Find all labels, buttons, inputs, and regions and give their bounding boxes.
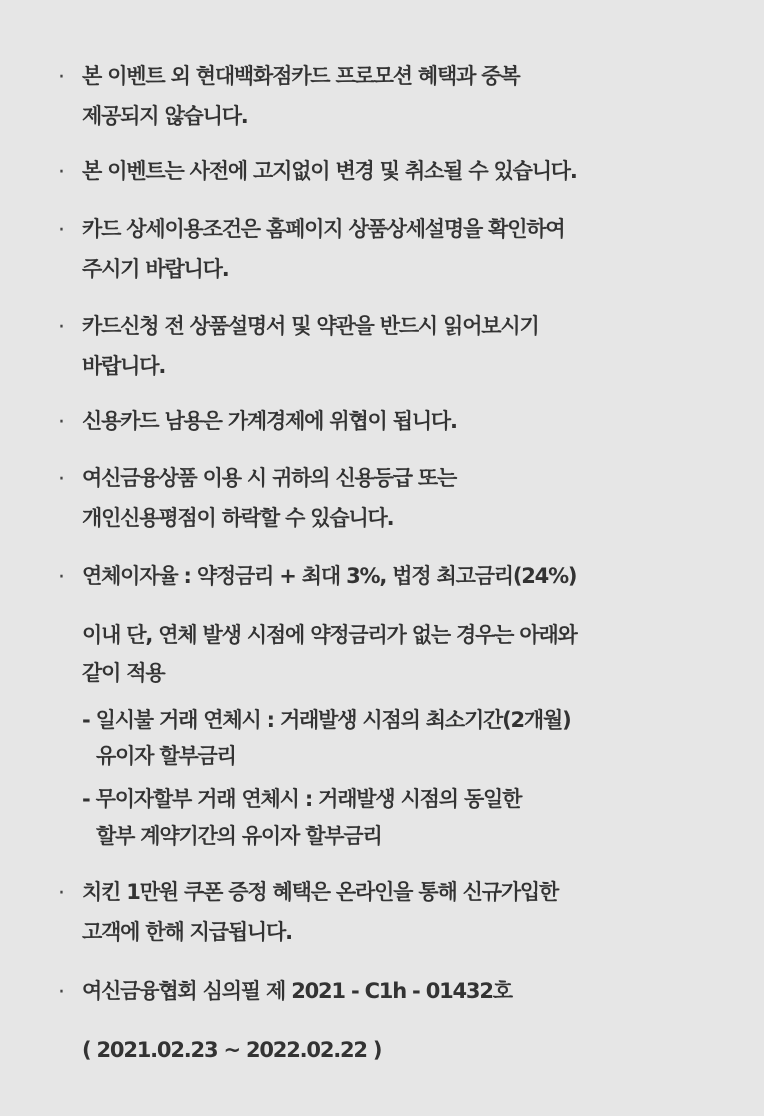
bullet: · [58, 410, 65, 435]
notice-text: 치킨 1만원 쿠폰 증정 혜택은 온라인을 통해 신규가입한 [82, 880, 559, 904]
bullet: · [58, 65, 65, 90]
notice-text: 바랍니다. [82, 354, 166, 378]
notice-text: 고객에 한해 지급됩니다. [82, 920, 292, 944]
notice-text: 본 이벤트는 사전에 고지없이 변경 및 취소될 수 있습니다. [82, 159, 577, 183]
notice-text: 제공되지 않습니다. [82, 104, 248, 128]
notice-text: 카드신청 전 상품설명서 및 약관을 반드시 읽어보시기 [82, 314, 539, 338]
notice-text: 여신금융상품 이용 시 귀하의 신용등급 또는 [82, 466, 457, 490]
bullet: · [58, 315, 65, 340]
subitem-text: - 무이자할부 거래 연체시 : 거래발생 시점의 동일한 [82, 787, 522, 811]
bullet: · [58, 160, 65, 185]
notice-text: 주시기 바랍니다. [82, 257, 229, 281]
validity-period: ( 2021.02.23 ~ 2022.02.22 ) [82, 1038, 382, 1062]
notice-text: 본 이벤트 외 현대백화점카드 프로모션 혜택과 중복 [82, 64, 520, 88]
bullet: · [58, 218, 65, 243]
subitem-text: 할부 계약기간의 유이자 할부금리 [96, 824, 382, 848]
notice-detail: 이내 단, 연체 발생 시점에 약정금리가 없는 경우는 아래와 [82, 623, 577, 647]
bullet: · [58, 881, 65, 906]
bullet: · [58, 980, 65, 1005]
notice-text: 여신금융협회 심의필 제 2021 - C1h - 01432호 [82, 979, 512, 1003]
bullet: · [58, 467, 65, 492]
bullet: · [58, 565, 65, 590]
notice-detail: 같이 적용 [82, 661, 165, 685]
subitem-text: - 일시불 거래 연체시 : 거래발생 시점의 최소기간(2개월) [82, 708, 571, 732]
notice-text: 개인신용평점이 하락할 수 있습니다. [82, 506, 394, 530]
subitem-text: 유이자 할부금리 [96, 744, 236, 768]
notice-text: 연체이자율 : 약정금리 + 최대 3%, 법정 최고금리(24%) [82, 564, 577, 588]
notice-text: 카드 상세이용조건은 홈페이지 상품상세설명을 확인하여 [82, 217, 565, 241]
notice-text: 신용카드 남용은 가계경제에 위협이 됩니다. [82, 409, 457, 433]
